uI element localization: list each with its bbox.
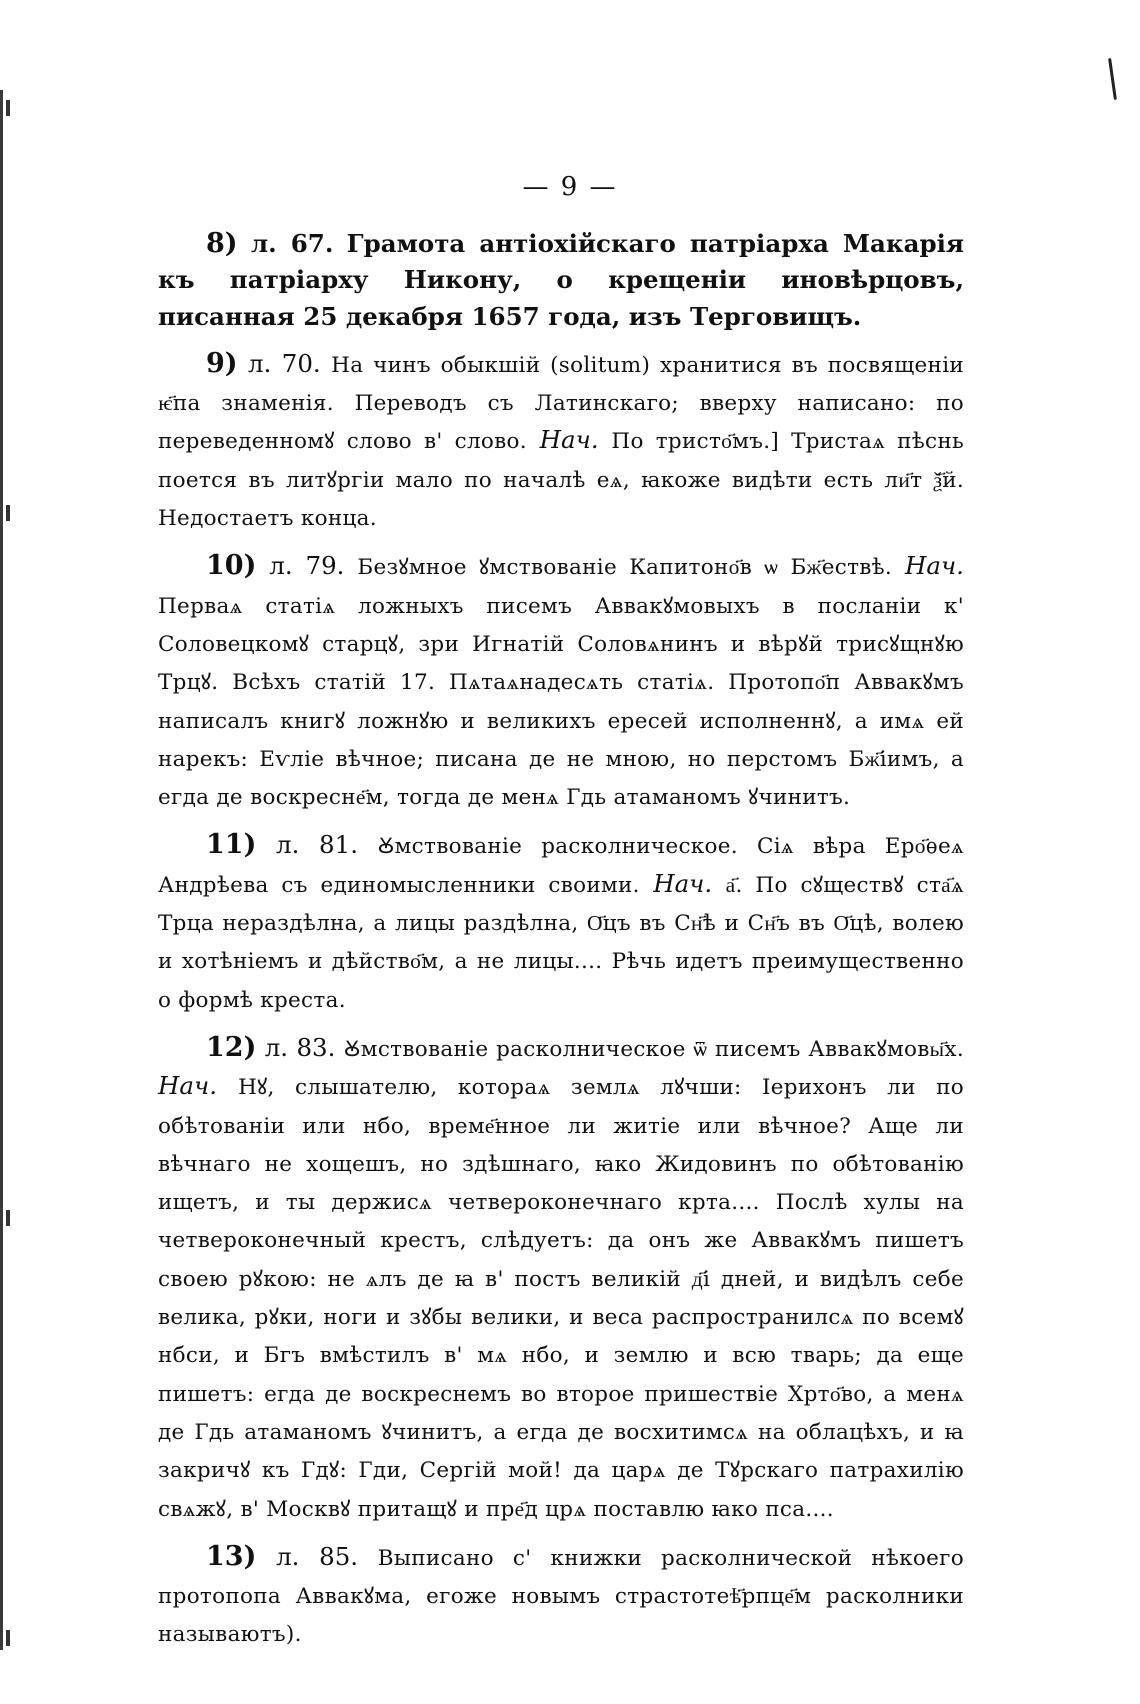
folio-reference: л. 81. xyxy=(276,830,358,860)
catalog-entry-8 xyxy=(158,226,964,335)
entry-text: Грамота антіохійскаго патріарха Макарія къ патріарху Никону, о крещеніи иновѣрцовъ, писанная 25 декабря 1657 года, изъ Терговищъ. xyxy=(158,229,964,331)
entry-number: 8) xyxy=(206,228,238,259)
scan-edge-left xyxy=(0,90,3,1650)
scan-edge-mark xyxy=(6,100,10,116)
entry-text: Выписано с' книжки расколнической нѣкоего протопопа Аввакꙋма, егоже новымъ страстотеѣ҃рпце҃м расколники называютъ). xyxy=(158,1545,964,1648)
entry-text: Ꙋмствованіе расколническое ѿ писемъ Аввакꙋмовы҃х. xyxy=(343,1036,964,1062)
entry-number: 13) xyxy=(206,1540,257,1572)
incipit-text: а҃. По сꙋществꙋ ста҃ѧ Трца нераздѣлна, а лицы раздѣлна, О҃цъ въ Сн҃ѣ и Сн҃ъ въ О҃цѣ, волею и хотѣніемъ и дѣйство҃м, а не лицы.... Рѣчь идетъ преимущественно о формѣ креста. xyxy=(158,872,964,1013)
entry-text: Безꙋмное ꙋмствованіе Капитоно҃в ѡ Бж҃ествѣ. xyxy=(357,555,893,581)
entry-number: 9) xyxy=(206,347,238,379)
catalog-entry-12 xyxy=(158,1030,964,1528)
entry-number: 12) xyxy=(206,1031,257,1063)
incipit-label: Нач. xyxy=(653,868,713,898)
scan-edge-mark xyxy=(6,1210,10,1226)
folio-reference: л. 70. xyxy=(247,348,321,378)
folio-reference: л. 85. xyxy=(276,1541,359,1571)
entry-text: На чинъ обыкшій (solitum) хранитися въ посвященіи ѥ҃па знаменія. Переводъ съ Латинскаго; вверху написано: по переведенномꙋ слово в' слово. xyxy=(158,352,964,455)
entry-text: Ꙋмствованіе расколническое. Сіѧ вѣра Еро҃ѳеѧ Андрѣева съ единомысленники своими. xyxy=(158,834,964,898)
incipit-label: Нач. xyxy=(539,425,599,455)
incipit-label: Нач. xyxy=(158,1071,218,1101)
scan-corner-mark xyxy=(1108,58,1117,100)
incipit-text: По тристо҃мъ.] Тристаѧ пѣснь поется въ литꙋргіи мало по началѣ еѧ, ꙗкоже видѣти есть ли҃т ѯ҃й. Недостаетъ конца. xyxy=(158,429,964,532)
catalog-entry-10 xyxy=(158,548,964,816)
entry-number: 10) xyxy=(206,550,257,582)
catalog-entry-9 xyxy=(158,346,964,537)
scan-edge-mark xyxy=(6,1630,10,1646)
folio-reference: л. 83. xyxy=(264,1032,336,1062)
entry-number: 11) xyxy=(206,829,257,861)
catalog-entry-11 xyxy=(158,827,964,1018)
incipit-text: Перваѧ статіѧ ложныхъ писемъ Аввакꙋмовыхъ в посланіи к' Соловецкомꙋ старцꙋ, зри Игнатій Соловѧнинъ и вѣрꙋй трисꙋщнꙋю Трцꙋ. Всѣхъ статій 17. Пѧтаѧнадесѧть статіѧ. Протопо҃п Аввакꙋмъ написалъ книгꙋ ложнꙋю и великихъ ересей исполненнꙋ, а имѧ ей нарекъ: Еѵліе вѣчное; писана де не мною, но перстомъ Бж҃іимъ, а егда де воскресне҃м, тогда де менѧ Гдь атаманомъ ꙋчинитъ. xyxy=(158,593,964,811)
folio-reference: л. 67. xyxy=(250,229,334,258)
scan-edge-mark xyxy=(6,505,10,521)
folio-reference: л. 79. xyxy=(269,551,345,581)
catalog-body xyxy=(158,226,964,1665)
incipit-text: Нꙋ, слышателю, котораѧ землѧ лꙋчши: Іерихонъ ли по обѣтованіи или нбо, време҃нное ли житіе или вѣчное? Аще ли вѣчнаго не хощешъ, но здѣшнаго, ꙗко Жидовинъ по обѣтованію ищетъ, и ты держисѧ четвероконечнаго крта.... Послѣ хулы на четвероконечный крестъ, слѣдуетъ: да онъ же Аввакꙋмъ пишетъ своею рꙋкою: не ѧлъ де ꙗ в' постъ великій д҃і дней, и видѣлъ себе велика, рꙋки, ноги и зꙋбы велики, и веса распространилсѧ по всемꙋ нбси, и Бгъ вмѣстилъ в' мѧ нбо, и землю и всю тварь; да еще пишетъ: егда де воскреснемъ во второе пришествіе Хрто҃во, а менѧ де Гдь атаманомъ ꙋчинитъ, а егда де восхитимсѧ на облацѣхъ, и ꙗ закричꙋ къ Гдꙋ: Гди, Сергій мой! да царѧ де Тꙋрскаго патрахилію свѧжꙋ, в' Москвꙋ притащꙋ и пре҃д црѧ поставлю ꙗко пса.... xyxy=(158,1075,964,1522)
catalog-entry-13 xyxy=(158,1539,964,1654)
page-number: — 9 — xyxy=(522,172,618,202)
incipit-label: Нач. xyxy=(904,551,964,581)
